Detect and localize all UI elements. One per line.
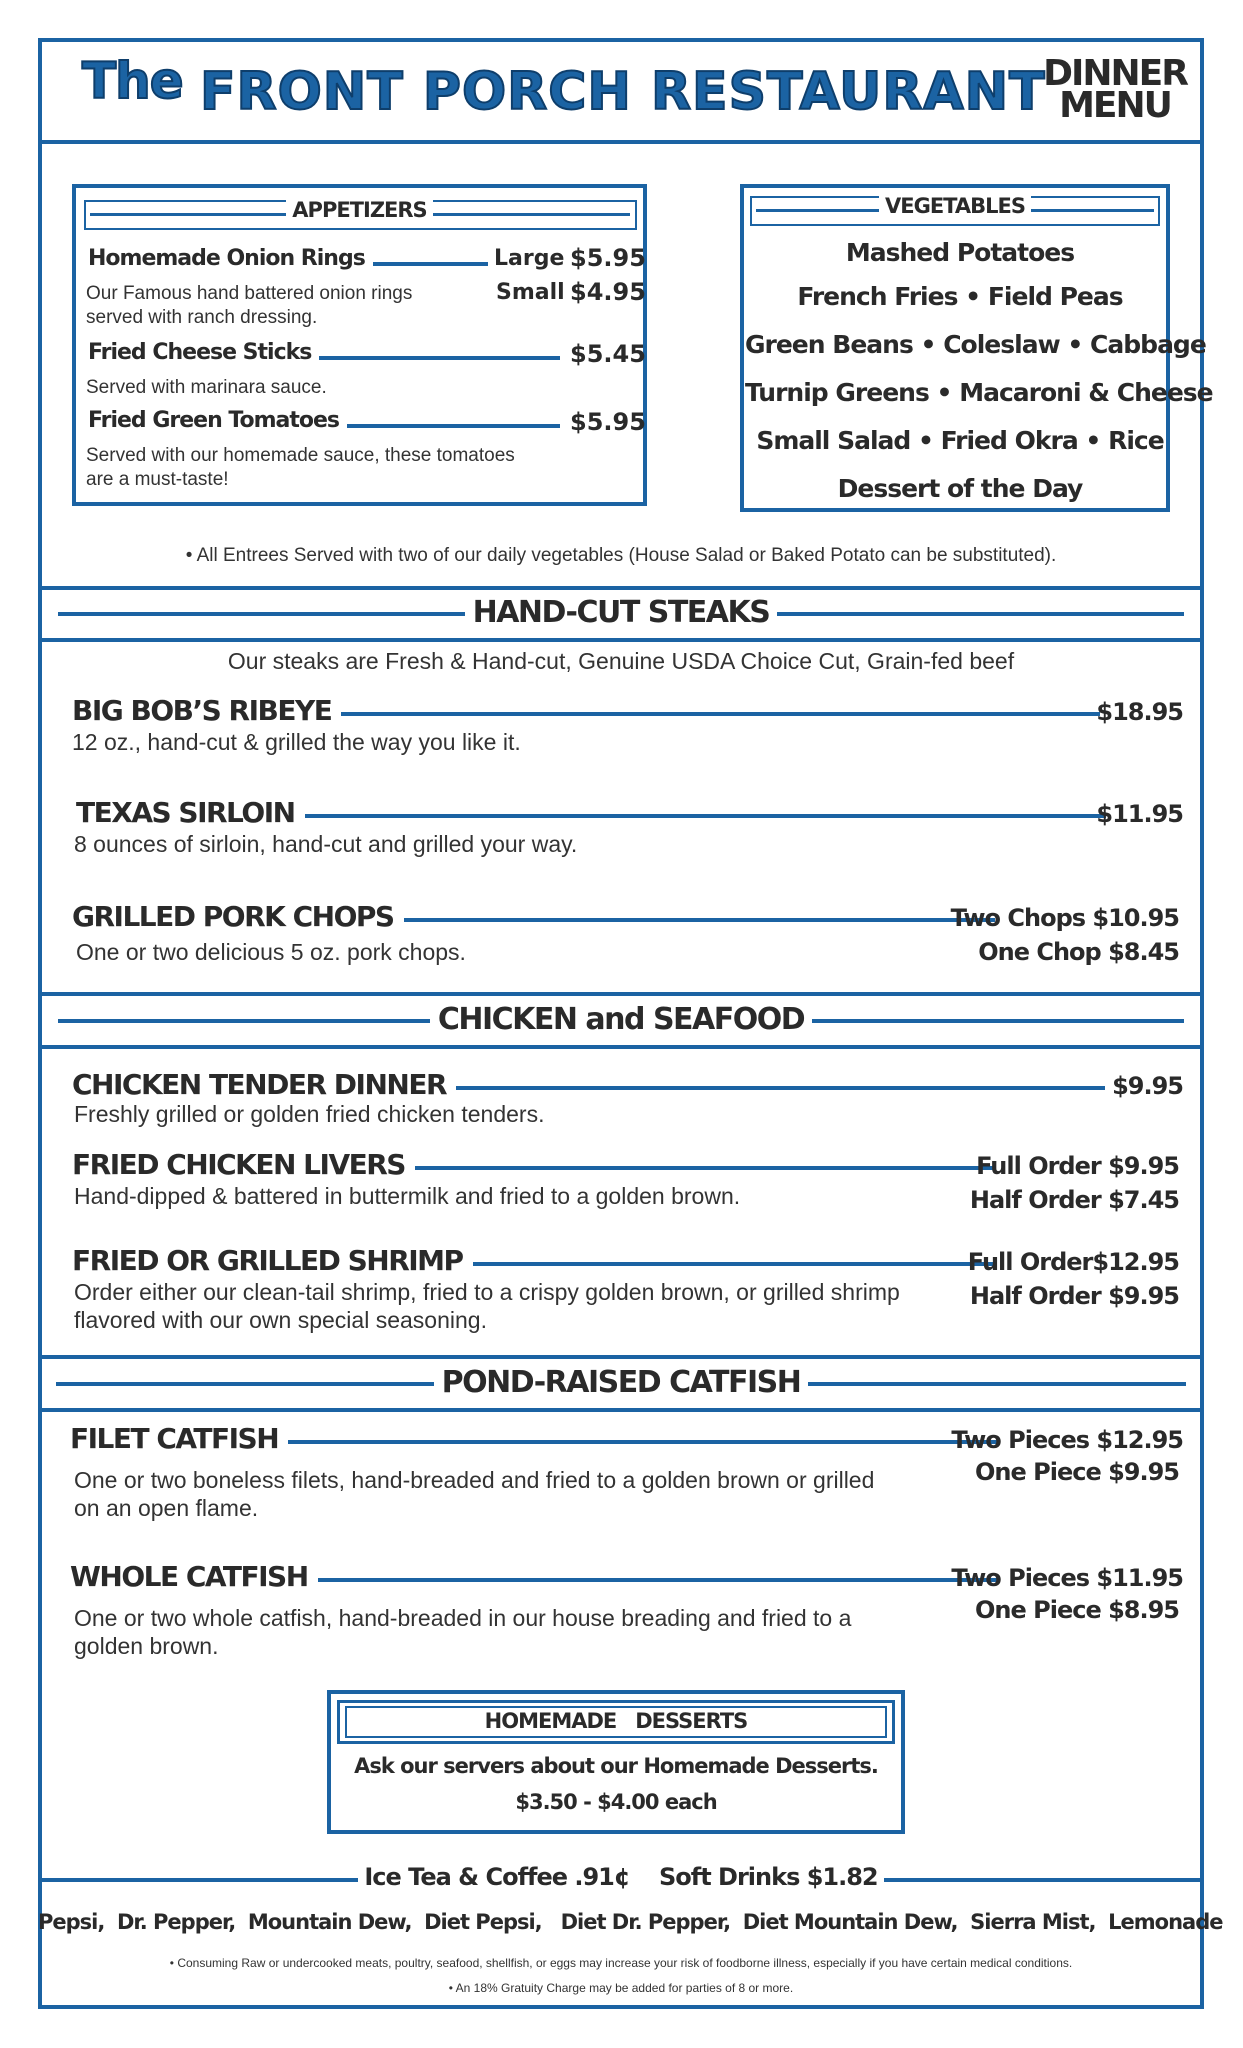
green-tomatoes-name: Fried Green Tomatoes: [88, 408, 347, 433]
onion-rings-price-small: $4.95: [570, 278, 646, 306]
entrees-note: • All Entrees Served with two of our daily vegetables (House Salad or Baked Potato can be substituted).: [185, 545, 1057, 566]
sirloin-desc: 8 ounces of sirloin, hand-cut and grilled your way.: [74, 831, 578, 857]
shrimp-name: FRIED OR GRILLED SHRIMP: [72, 1244, 473, 1277]
whole-catfish-desc: One or two whole catfish, hand-breaded in our house breading and fried to a golden brown.: [74, 1605, 852, 1659]
title-the: The: [82, 52, 183, 110]
onion-rings-size-small: Small: [496, 280, 565, 305]
chicken-livers-name: FRIED CHICKEN LIVERS: [72, 1148, 415, 1181]
filet-catfish-name: FILET CATFISH: [70, 1422, 288, 1455]
veg-line-5: Small Salad • Fried Okra • Rice: [756, 426, 1164, 455]
shrimp-price-full: Full Order$12.95: [967, 1248, 1179, 1276]
chicken-livers-desc: Hand-dipped & battered in buttermilk and fried to a golden brown.: [74, 1183, 741, 1209]
chicken-title: CHICKEN and SEAFOOD: [430, 1002, 812, 1037]
dinner-menu-label: [1040, 53, 1190, 126]
steaks-title: HAND-CUT STEAKS: [465, 595, 778, 630]
chicken-tender-desc: Freshly grilled or golden fried chicken tenders.: [74, 1101, 545, 1127]
whole-catfish-price-one: One Piece $8.95: [975, 1596, 1179, 1624]
shrimp-desc: Order either our clean-tail shrimp, fried to a crispy golden brown, or grilled shrimp flavored with our own special seasoning.: [74, 1279, 900, 1333]
chicken-livers-price-full: Full Order $9.95: [976, 1152, 1179, 1180]
vegetables-title: VEGETABLES: [879, 194, 1031, 218]
veg-line-6: Dessert of the Day: [837, 474, 1083, 503]
veg-line-3: Green Beans • Coleslaw • Cabbage: [745, 330, 1206, 359]
restaurant-name: FRONT PORCH RESTAURANT: [200, 62, 1046, 122]
cheese-sticks-desc: Served with marinara sauce.: [86, 377, 327, 398]
cheese-sticks-price: $5.45: [570, 340, 646, 368]
shrimp-price-half: Half Order $9.95: [969, 1282, 1179, 1310]
whole-catfish-name: WHOLE CATFISH: [70, 1560, 318, 1593]
steaks-intro: Our steaks are Fresh & Hand-cut, Genuine USDA Choice Cut, Grain-fed beef: [227, 648, 1015, 674]
header-divider: [38, 140, 1204, 144]
chicken-tender-name: CHICKEN TENDER DINNER: [72, 1068, 456, 1101]
desserts-line-2: $3.50 - $4.00 each: [515, 1790, 717, 1814]
filet-catfish-price-two: Two Pieces $12.95: [951, 1426, 1183, 1454]
desserts-line-1: Ask our servers about our Homemade Desserts.: [354, 1754, 878, 1778]
veg-line-2: French Fries • Field Peas: [797, 282, 1123, 311]
drinks-list: Pepsi, Dr. Pepper, Mountain Dew, Diet Pepsi, Diet Dr. Pepper, Diet Mountain Dew, Sierra Mist, Lemonade: [38, 1910, 1223, 1934]
onion-rings-desc: Our Famous hand battered onion rings served with ranch dressing.: [86, 283, 413, 328]
green-tomatoes-desc: Served with our homemade sauce, these tomatoes are a must-taste!: [86, 445, 515, 490]
chicken-livers-price-half: Half Order $7.45: [969, 1186, 1179, 1214]
sirloin-name: TEXAS SIRLOIN: [76, 796, 305, 829]
pork-chops-price-two: Two Chops $10.95: [950, 904, 1179, 932]
pork-chops-price-one: One Chop $8.45: [978, 938, 1179, 966]
gratuity-disclaimer: • An 18% Gratuity Charge may be added for parties of 8 or more.: [448, 1981, 794, 1995]
menu-label: MENU: [1059, 85, 1171, 126]
sirloin-price: $11.95: [1096, 800, 1183, 828]
onion-rings-price-large: $5.95: [570, 244, 646, 272]
onion-rings-name: Homemade Onion Rings: [88, 246, 373, 271]
dinner-label: DINNER: [1043, 53, 1187, 94]
drinks-headline: Ice Tea & Coffee .91¢ Soft Drinks $1.82: [358, 1863, 883, 1891]
catfish-title: POND-RAISED CATFISH: [434, 1365, 809, 1400]
whole-catfish-price-two: Two Pieces $11.95: [951, 1564, 1183, 1592]
pork-chops-desc: One or two delicious 5 oz. pork chops.: [76, 939, 466, 965]
filet-catfish-desc: One or two boneless filets, hand-breaded and fried to a golden brown or grilled on an open flame.: [74, 1467, 875, 1521]
filet-catfish-price-one: One Piece $9.95: [975, 1458, 1179, 1486]
ribeye-price: $18.95: [1096, 698, 1183, 726]
ribeye-name: BIG BOB’S RIBEYE: [72, 694, 341, 727]
chicken-tender-price: $9.95: [1112, 1072, 1183, 1100]
veg-line-4: Turnip Greens • Macaroni & Cheese: [745, 378, 1213, 407]
raw-food-disclaimer: • Consuming Raw or undercooked meats, poultry, seafood, shellfish, or eggs may increase your risk of foodborne illness, especially if you have certain medical conditions.: [169, 1956, 1073, 1970]
appetizers-title: APPETIZERS: [286, 198, 432, 222]
veg-line-1: Mashed Potatoes: [845, 238, 1075, 267]
cheese-sticks-name: Fried Cheese Sticks: [88, 340, 319, 365]
ribeye-desc: 12 oz., hand-cut & grilled the way you like it.: [72, 729, 521, 755]
green-tomatoes-price: $5.95: [570, 408, 646, 436]
desserts-title: HOMEMADE DESSERTS: [484, 1709, 748, 1733]
pork-chops-name: GRILLED PORK CHOPS: [72, 900, 404, 933]
onion-rings-size-large: Large: [494, 246, 565, 271]
